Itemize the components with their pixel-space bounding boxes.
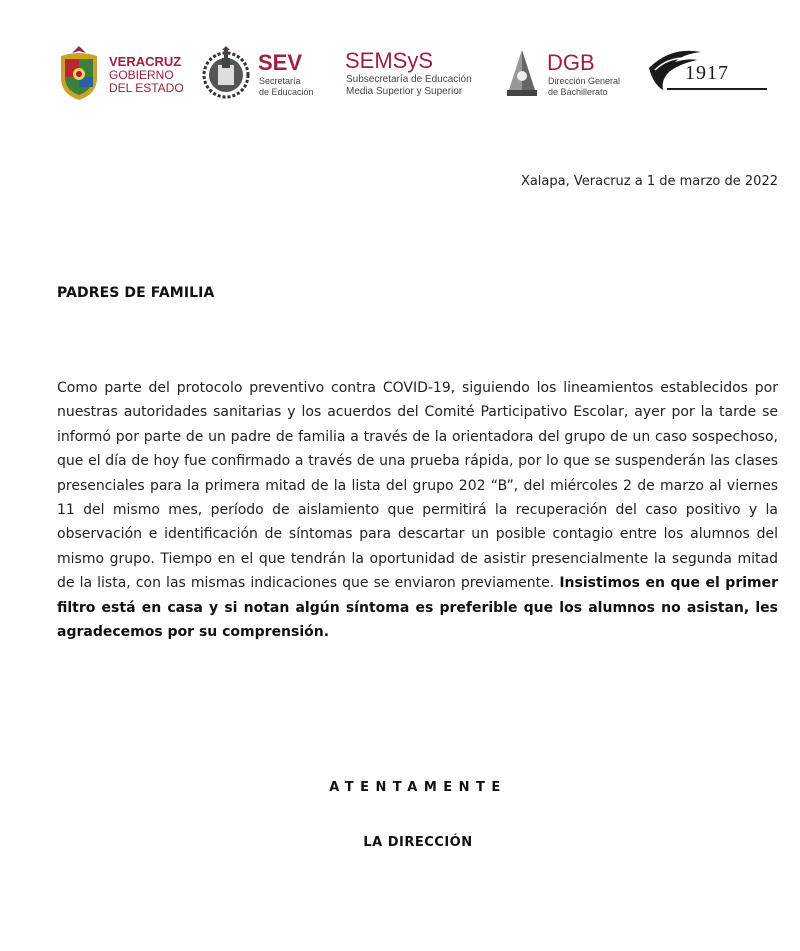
sev-abbr: SEV <box>258 50 303 75</box>
closing-atentamente: ATENTAMENTE <box>329 780 507 795</box>
veracruz-line3: DEL ESTADO <box>109 81 184 95</box>
semsys-line2: Media Superior y Superior <box>346 86 463 97</box>
c1917-text: 1917 <box>685 62 729 84</box>
sev-line2: de Educación <box>259 87 314 97</box>
dgb-line2: de Bachillerato <box>548 87 608 97</box>
dgb-abbr: DGB <box>547 50 595 75</box>
letter-greeting: PADRES DE FAMILIA <box>57 285 215 301</box>
signature-la-direccion: LA DIRECCIÓN <box>363 835 473 850</box>
veracruz-line2: GOBIERNO <box>109 68 174 82</box>
dgb-emblem-icon <box>505 46 539 100</box>
letter-date: Xalapa, Veracruz a 1 de marzo de 2022 <box>520 174 778 189</box>
semsys-line1: Subsecretaría de Educación <box>346 74 472 85</box>
veracruz-line1: VERACRUZ <box>109 54 182 69</box>
header-logos <box>0 40 800 110</box>
semsys-abbr: SEMSyS <box>345 48 434 73</box>
semsys-logo <box>345 40 495 110</box>
sev-logo <box>202 40 332 110</box>
letter-body-bold: Insistimos en que el primer filtro está en casa y si notan algún síntoma es preferible que los alumnos no asistan, les agradecemos por su comprensión. <box>57 575 779 641</box>
sev-emblem-icon <box>202 44 250 102</box>
letter-body <box>57 376 778 644</box>
veracruz-crest-icon <box>57 44 101 102</box>
dgb-logo <box>505 40 640 110</box>
sev-line1: Secretaría <box>259 76 301 86</box>
c1917-logo <box>645 40 775 110</box>
letter-body-regular: Como parte del protocolo preventivo contra COVID-19, siguiendo los lineamientos establecidos por nuestras autoridades sanitarias y los acuerdos del Comité Participativo Escolar, ayer por la tarde se informó por parte de un padre de familia a través de la orientadora del grupo de un caso sospechoso, que el día de hoy fue confirmado a través de una prueba rápida, por lo que se suspenderán las clases presenciales para la primera mitad de la lista del grupo 202 “B”, del miércoles 2 de marzo al viernes 11 del mismo mes, período de aislamiento que permitirá la recuperación del caso positivo y la observación e identificación de síntomas para descartar un posible contagio entre los alumnos del mismo grupo. Tiempo en el que tendrán la oportunidad de asistir presencialmente la segunda mitad de la lista, con las mismas indicaciones que se enviaron previamente. <box>57 380 778 592</box>
veracruz-logo <box>57 40 187 110</box>
dgb-line1: Dirección General <box>548 76 621 86</box>
c1917-underline <box>667 88 767 90</box>
